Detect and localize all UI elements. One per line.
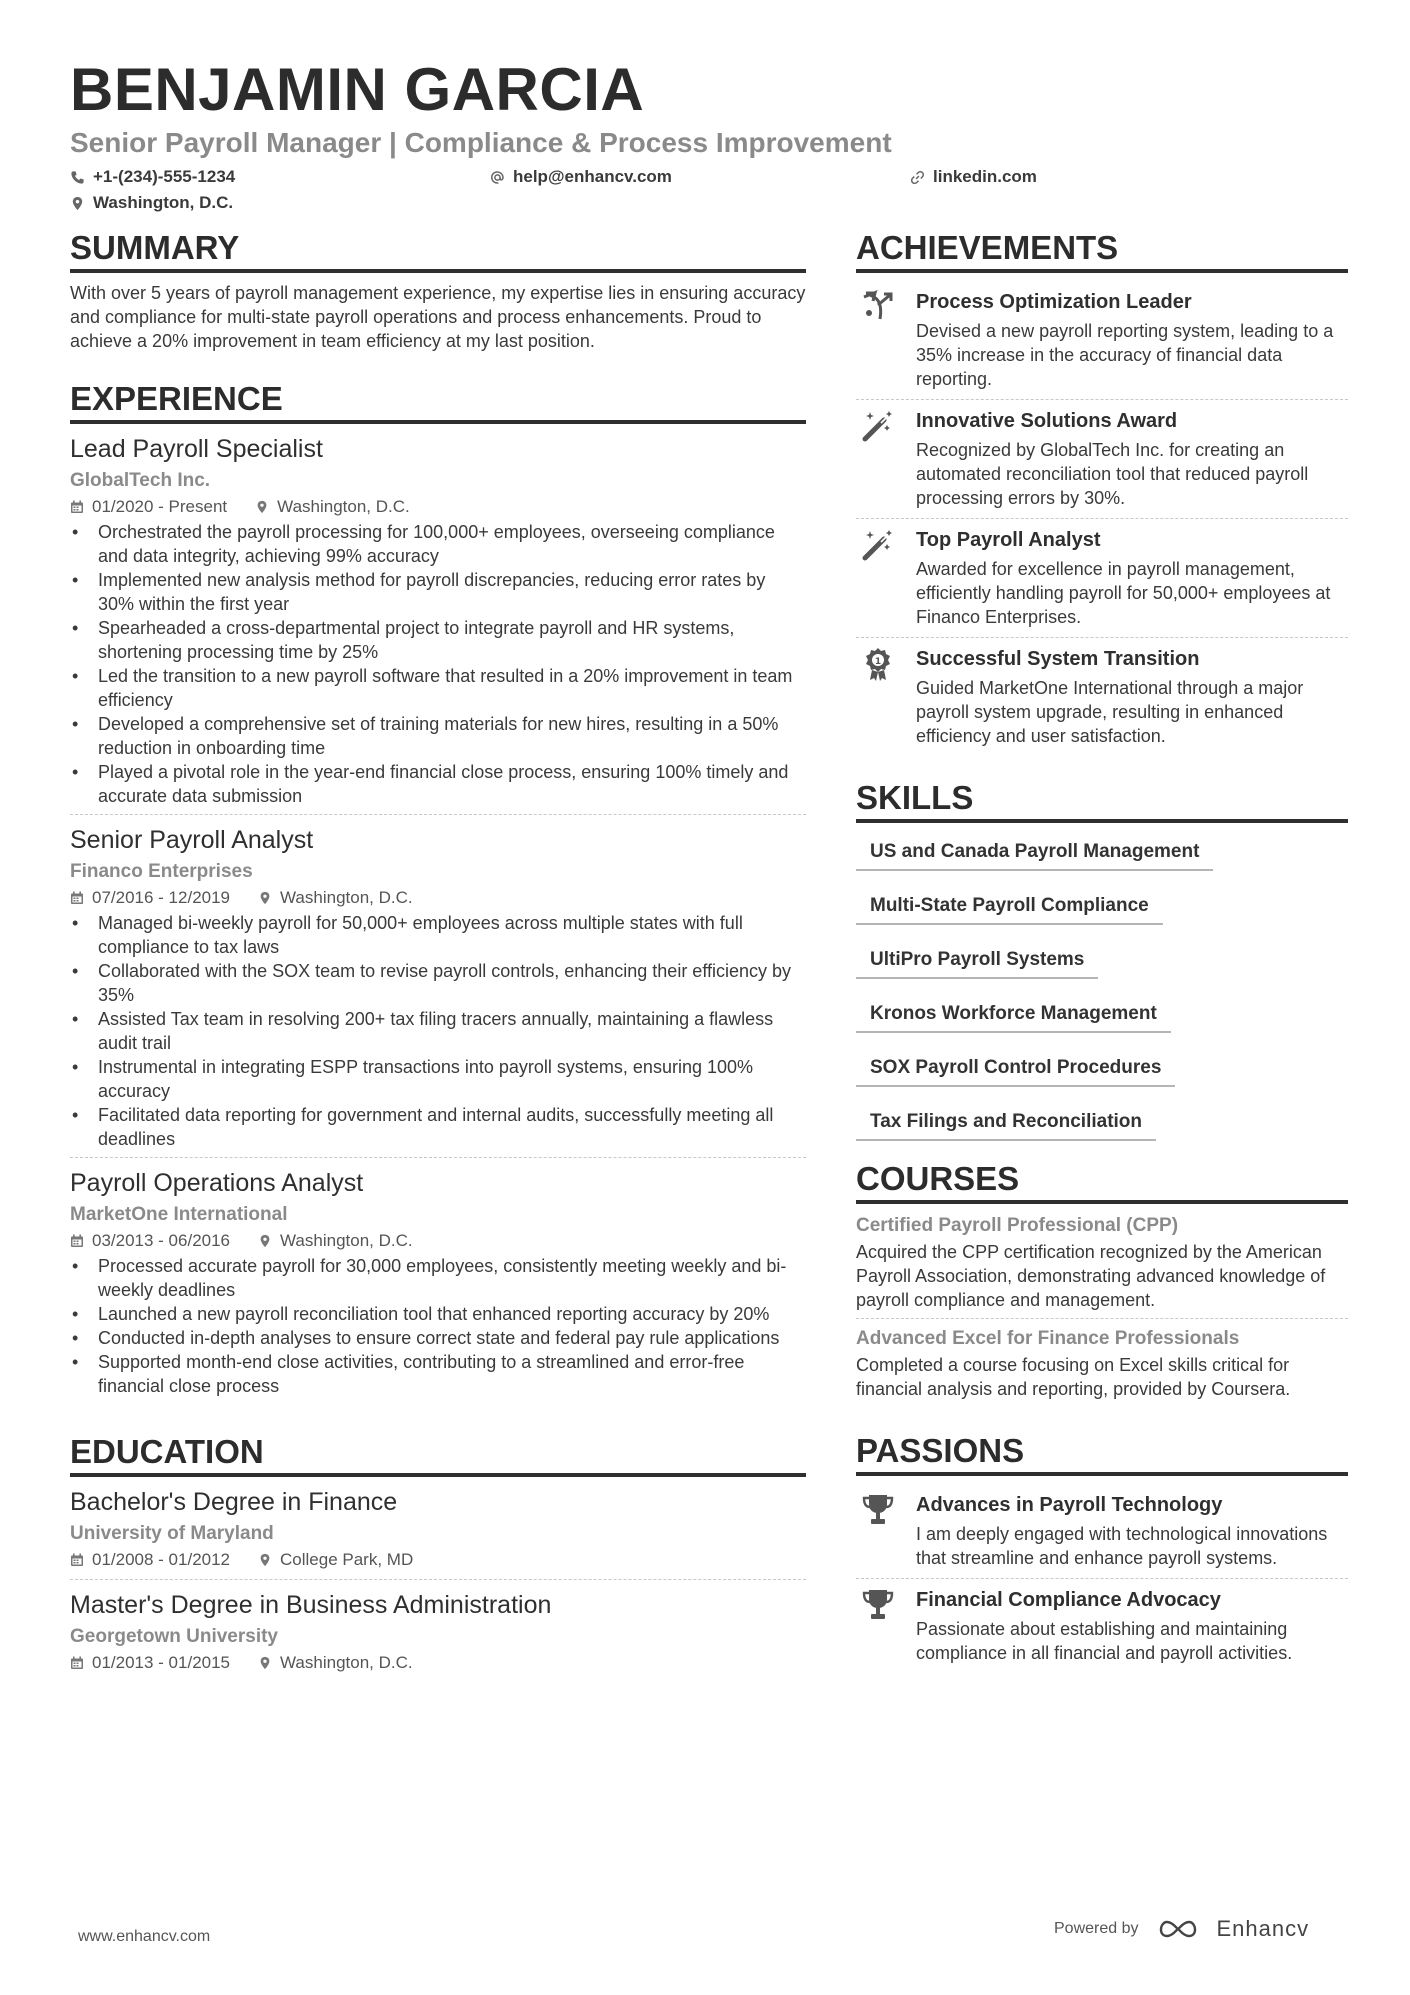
job-bullets [70,911,806,1151]
contact-row [70,164,1350,190]
achievement-desc: Devised a new payroll reporting system, leading to a 35% increase in the accuracy of financial data reporting. [916,321,1334,389]
education-section [70,1432,806,1682]
job-meta [70,1228,806,1254]
skill-tag: Tax Filings and Reconciliation [856,1103,1156,1141]
achievement-item [856,400,1348,519]
summary-section [70,228,806,353]
skills-section [856,778,1348,1141]
course-item [856,1325,1348,1407]
trophy-icon [860,1492,896,1528]
bullet-item: • Played a pivotal role in the year-end financial close process, ensuring 100% timely and accurate data submission [70,760,806,808]
location-text: Washington, D.C. [93,193,234,212]
phone-icon [70,170,85,185]
achievement-item [856,519,1348,638]
education-dates [70,1650,230,1676]
skill-tag: US and Canada Payroll Management [856,833,1213,871]
job-bullets [70,520,806,808]
passion-title: Financial Compliance Advocacy [916,1589,1221,1611]
courses-heading: COURSES [856,1159,1348,1204]
achievement-title: Successful System Transition [916,648,1200,670]
job-title: Lead Payroll Specialist [70,435,323,463]
bullet-item: • Orchestrated the payroll processing for 100,000+ employees, overseeing compliance and data integrity, achieving 99% accuracy [70,520,806,568]
location-text: Washington, D.C. [280,1653,413,1672]
degree-title: Master's Degree in Business Administration [70,1591,552,1619]
bullet-item: • Facilitated data reporting for government and internal audits, successfully meeting all deadlines [70,1103,806,1151]
experience-section [70,379,806,1404]
skills-list [856,831,1348,1141]
location-text: Washington, D.C. [280,888,413,907]
location-pin-icon [258,891,272,905]
passion-item [856,1484,1348,1579]
location-contact [70,190,233,216]
experience-entry [70,823,806,1158]
bullet-item: • Conducted in-depth analyses to ensure correct state and federal pay rule applications [70,1326,806,1350]
course-title: Certified Payroll Professional (CPP) [856,1215,1179,1236]
education-location [258,1547,413,1573]
company-name: Financo Enterprises [70,861,253,882]
bullet-item: • Spearheaded a cross-departmental project to integrate payroll and HR systems, shortening processing time by 25% [70,616,806,664]
courses-section [856,1159,1348,1407]
achievement-item [856,281,1348,400]
linkedin-contact[interactable] [910,164,1037,190]
education-entry [70,1485,806,1580]
company-name: GlobalTech Inc. [70,470,211,491]
skills-heading: SKILLS [856,778,1348,823]
achievement-title: Process Optimization Leader [916,291,1192,313]
company-name: MarketOne International [70,1204,288,1225]
skill-tag: Multi-State Payroll Compliance [856,887,1163,925]
right-column [856,228,1348,1673]
skill-tag: SOX Payroll Control Procedures [856,1049,1175,1087]
phone-contact [70,164,490,190]
passion-item [856,1579,1348,1673]
education-location [258,1650,413,1676]
candidate-title: Senior Payroll Manager | Compliance & Process Improvement [70,127,892,158]
course-desc: Completed a course focusing on Excel skills critical for financial analysis and reporting, provided by Coursera. [856,1355,1291,1399]
bullet-item: • Processed accurate payroll for 30,000 employees, consistently meeting weekly and bi-weekly deadlines [70,1254,806,1302]
achievements-heading: ACHIEVEMENTS [856,228,1348,273]
achievement-desc: Guided MarketOne International through a major payroll system upgrade, resulting in enhanced efficiency and user satisfaction. [916,678,1304,746]
achievement-desc: Awarded for excellence in payroll management, efficiently handling payroll for 50,000+ employees at Financo Enterprises. [916,559,1331,627]
skill-tag: UltiPro Payroll Systems [856,941,1098,979]
education-meta [70,1650,806,1676]
email-contact[interactable] [490,164,910,190]
bullet-item: • Instrumental in integrating ESPP transactions into payroll systems, ensuring 100% accuracy [70,1055,806,1103]
education-entry [70,1588,806,1682]
date-range: 03/2013 - 06/2016 [92,1231,231,1250]
job-dates [70,885,230,911]
calendar-icon [70,500,84,514]
education-dates [70,1547,230,1573]
email-text[interactable]: help@enhancv.com [513,167,672,186]
education-heading: EDUCATION [70,1432,806,1477]
experience-heading: EXPERIENCE [70,379,806,424]
enhancv-logo-icon [1155,1917,1201,1941]
job-location [258,1228,413,1254]
location-pin-icon [258,1553,272,1567]
job-title: Payroll Operations Analyst [70,1169,364,1197]
skill-tag: Kronos Workforce Management [856,995,1171,1033]
passion-desc: Passionate about establishing and maintaining compliance in all financial and payroll activities. [916,1619,1293,1663]
passions-heading: PASSIONS [856,1431,1348,1476]
date-range: 01/2020 - Present [92,497,228,516]
education-meta [70,1547,806,1573]
location-pin-icon [70,196,85,211]
location-pin-icon [255,500,269,514]
passions-section [856,1431,1348,1673]
summary-text: With over 5 years of payroll management experience, my expertise lies in ensuring accuracy and compliance for multi-state payroll operations and process enhancements. Proud to achieve a 20% improvement in team efficiency at my last position. [70,283,806,351]
location-text: Washington, D.C. [280,1231,413,1250]
job-meta [70,494,806,520]
course-title: Advanced Excel for Finance Professionals [856,1328,1240,1349]
achievements-section [856,228,1348,756]
magic-wand-icon [860,527,896,563]
calendar-icon [70,891,84,905]
at-icon [490,170,505,185]
resume-header [70,56,1350,216]
achievement-title: Innovative Solutions Award [916,410,1178,432]
achievement-item [856,638,1348,756]
degree-title: Bachelor's Degree in Finance [70,1488,398,1516]
powered-by-label: Powered by [1054,1920,1139,1937]
link-icon [910,170,925,185]
location-row [70,190,1350,216]
bullet-item: • Supported month-end close activities, contributing to a streamlined and error-free financial close process [70,1350,806,1398]
passion-title: Advances in Payroll Technology [916,1494,1223,1516]
footer-website[interactable]: www.enhancv.com [78,1928,211,1945]
bullet-item: • Launched a new payroll reconciliation tool that enhanced reporting accuracy by 20% [70,1302,806,1326]
job-dates [70,1228,230,1254]
calendar-icon [70,1234,84,1248]
bullet-item: • Developed a comprehensive set of training materials for new hires, resulting in a 50% reduction in onboarding time [70,712,806,760]
experience-entry [70,432,806,815]
job-dates [70,494,227,520]
achievement-desc: Recognized by GlobalTech Inc. for creating an automated reconciliation tool that reduced payroll processing errors by 30%. [916,440,1309,508]
course-desc: Acquired the CPP certification recognized by the American Payroll Association, demonstrating advanced knowledge of payroll compliance and management. [856,1242,1326,1310]
bullet-item: • Implemented new analysis method for payroll discrepancies, reducing error rates by 30% within the first year [70,568,806,616]
location-text: College Park, MD [280,1550,414,1569]
achievement-title: Top Payroll Analyst [916,529,1101,551]
linkedin-text[interactable]: linkedin.com [933,167,1037,186]
bullet-item: • Assisted Tax team in resolving 200+ tax filing tracers annually, maintaining a flawless audit trail [70,1007,806,1055]
arrows-icon [860,289,896,325]
course-item [856,1212,1348,1319]
award-badge-icon [860,646,896,682]
passion-desc: I am deeply engaged with technological innovations that streamline and enhance payroll systems. [916,1524,1328,1568]
calendar-icon [70,1656,84,1670]
left-column [70,228,806,1690]
job-meta [70,885,806,911]
job-bullets [70,1254,806,1398]
school-name: University of Maryland [70,1523,274,1544]
bullet-item: • Led the transition to a new payroll software that resulted in a 20% improvement in team efficiency [70,664,806,712]
date-range: 07/2016 - 12/2019 [92,888,231,907]
calendar-icon [70,1553,84,1567]
date-range: 01/2008 - 01/2012 [92,1550,231,1569]
footer-branding [1054,1916,1309,1942]
candidate-name: BENJAMIN GARCIA [70,56,645,123]
brand-name: Enhancv [1216,1916,1310,1941]
summary-heading: SUMMARY [70,228,806,273]
date-range: 01/2013 - 01/2015 [92,1653,231,1672]
job-location [258,885,413,911]
experience-entry [70,1166,806,1404]
bullet-item: • Managed bi-weekly payroll for 50,000+ employees across multiple states with full compliance to tax laws [70,911,806,959]
trophy-icon [860,1587,896,1623]
job-title: Senior Payroll Analyst [70,826,314,854]
location-pin-icon [258,1656,272,1670]
school-name: Georgetown University [70,1626,278,1647]
job-location [255,494,410,520]
svg-text:1: 1 [874,657,882,667]
phone-text: +1-(234)-555-1234 [93,167,236,186]
location-pin-icon [258,1234,272,1248]
bullet-item: • Collaborated with the SOX team to revise payroll controls, enhancing their efficiency by 35% [70,959,806,1007]
location-text: Washington, D.C. [277,497,410,516]
magic-wand-icon [860,408,896,444]
